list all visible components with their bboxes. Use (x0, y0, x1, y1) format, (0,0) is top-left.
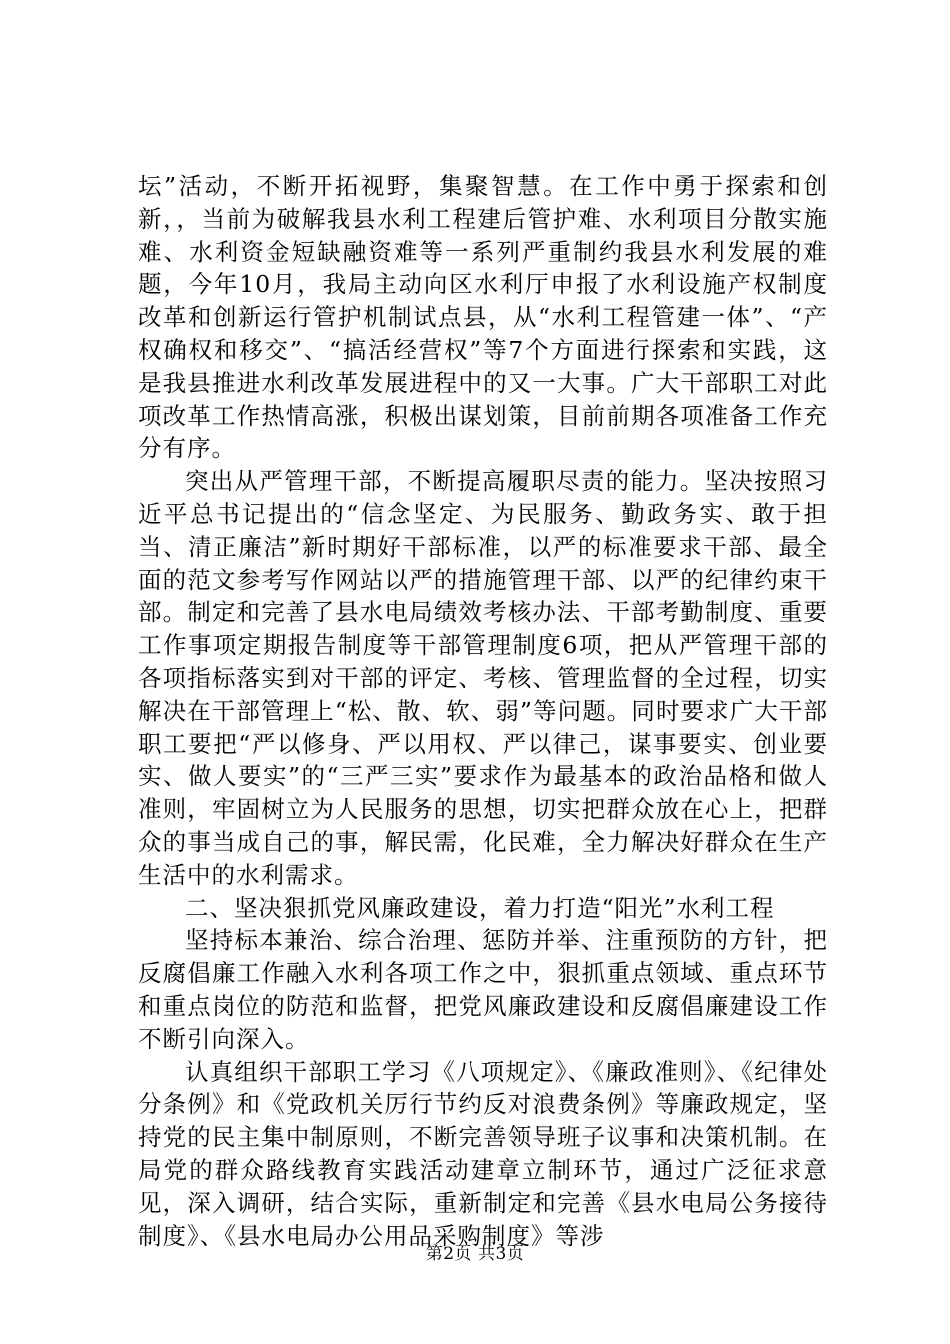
paragraph-cadre-management: 突出从严管理干部，不断提高履职尽责的能力。坚决按照习近平总书记提出的“信念坚定、为民服务、勤政务实、敢于担当、清正廉洁”新时期好干部标准，以严的标准要求干部、最全面的范文参考写作网站以严的措施管理干部、以严的纪律约束干部。制定和完善了县水电局绩效考核办法、干部考勤制度、重要工作事项定期报告制度等干部管理制度6项，把从严管理干部的各项指标落实到对干部的评定、考核、管理监督的全过程，切实解决在干部管理上“松、散、软、弱”等问题。同时要求广大干部职工要把“严以修身、严以用权、严以律己，谋事要实、创业要实、做人要实”的“三严三实”要求作为最基本的政治品格和做人准则，牢固树立为人民服务的思想，切实把群众放在心上，把群众的事当成自己的事，解民需，化民难，全力解决好群众在生产生活中的水利需求。 (138, 467, 828, 889)
document-body (138, 170, 828, 1252)
paragraph-anti-corruption: 坚持标本兼治、综合治理、惩防并举、注重预防的方针，把反腐倡廉工作融入水利各项工作之中，狠抓重点领域、重点环节和重点岗位的防范和监督，把党风廉政建设和反腐倡廉建设工作不断引向深入。 (138, 926, 828, 1053)
page-number-footer: 第2页 共3页 (425, 1244, 525, 1264)
section-heading-2: 二、坚决狠抓党风廉政建设，着力打造“阳光”水利工程 (185, 893, 775, 922)
paragraph-continuation: 坛”活动，不断开拓视野，集聚智慧。在工作中勇于探索和创新，，当前为破解我县水利工程建后管护难、水利项目分散实施难、水利资金短缺融资难等一系列严重制约我县水利发展的难题，今年10月，我局主动向区水利厅申报了水利设施产权制度改革和创新运行管护机制试点县，从“水利工程管建一体”、“产权确权和移交”、“搞活经营权”等7个方面进行探索和实践，这是我县推进水利改革发展进程中的又一大事。广大干部职工对此项改革工作热情高涨，积极出谋划策，目前前期各项准备工作充分有序。 (138, 172, 828, 463)
paragraph-regulations-study: 认真组织干部职工学习《八项规定》、《廉政准则》、《纪律处分条例》和《党政机关厉行节约反对浪费条例》等廉政规定，坚持党的民主集中制原则，不断完善领导班子议事和决策机制。在局党的群众路线教育实践活动建章立制环节，通过广泛征求意见，深入调研，结合实际，重新制定和完善《县水电局公务接待制度》、《县水电局办公用品采购制度》等涉 (138, 1057, 828, 1250)
